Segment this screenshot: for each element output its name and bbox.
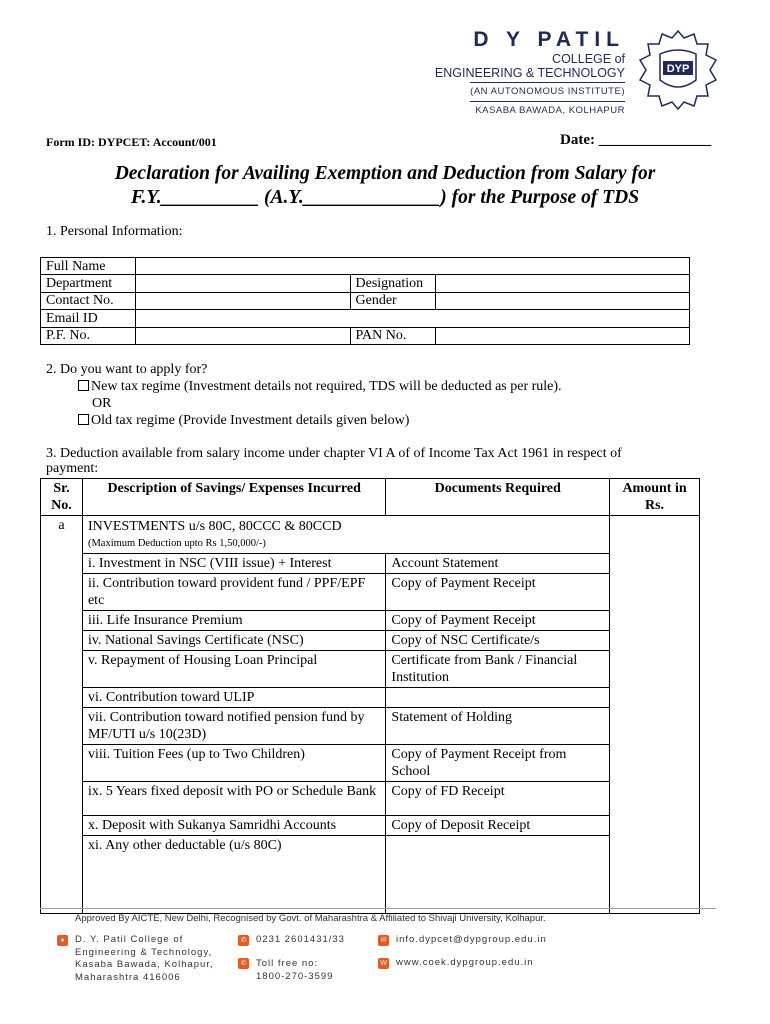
tollfree-number: 1800-270-3599 xyxy=(256,970,334,982)
address-line-4: Maharashtra 416006 xyxy=(75,971,181,983)
email-icon: ✉ xyxy=(378,935,389,946)
crest-text: DYP xyxy=(666,63,690,75)
title-line-2: F.Y.__________ (A.Y.______________) for the Purpose of TDS xyxy=(130,187,640,208)
address-line-1: D. Y. Patil College of xyxy=(75,934,184,945)
row-document: Copy of Payment Receipt xyxy=(386,611,610,631)
row-document: Statement of Holding xyxy=(386,708,610,745)
row-description: v. Repayment of Housing Loan Principal xyxy=(82,651,385,688)
row-description: x. Deposit with Sukanya Samridhi Accounts xyxy=(82,816,385,836)
section-deduction xyxy=(46,446,622,477)
form-title xyxy=(40,162,730,210)
location-icon: ● xyxy=(57,935,68,946)
section-personal-info: 1. Personal Information: xyxy=(46,224,183,239)
table-header-row xyxy=(41,479,700,516)
gender-field[interactable] xyxy=(435,292,690,309)
section-deduction-line-1: 3. Deduction available from salary income under chapter VI A of of Income Tax Act 1961 in respect of xyxy=(46,446,622,461)
date-field[interactable]: Date: _______________ xyxy=(560,132,712,148)
table-row xyxy=(41,327,690,344)
address-line-2: Engineering & Technology, xyxy=(75,946,213,958)
table-row xyxy=(41,782,700,816)
table-row xyxy=(41,688,700,708)
address-line-3: Kasaba Bawada, Kolhapur, xyxy=(75,959,214,970)
row-document: Copy of Deposit Receipt xyxy=(386,816,610,836)
brand-name: D Y PATIL xyxy=(473,28,625,51)
new-regime-label: New tax regime (Investment details not required, TDS will be deducted as per rule). xyxy=(91,379,562,394)
row-description: ii. Contribution toward provident fund / PPF/EPF etc xyxy=(82,574,385,611)
table-row xyxy=(41,554,700,574)
phone-icon: ✆ xyxy=(238,935,249,946)
row-document: Copy of NSC Certificate/s xyxy=(386,631,610,651)
header-description: Description of Savings/ Expenses Incurred xyxy=(82,479,385,516)
table-row xyxy=(41,611,700,631)
row-description: ix. 5 Years fixed deposit with PO or Schedule Bank xyxy=(82,782,385,816)
table-row xyxy=(41,275,690,292)
department-field[interactable] xyxy=(135,275,350,292)
row-description: vi. Contribution toward ULIP xyxy=(82,688,385,708)
label-gender: Gender xyxy=(350,292,435,309)
section-deduction-line-2: payment: xyxy=(46,461,99,476)
row-description: vii. Contribution toward notified pension fund by MF/UTI u/s 10(23D) xyxy=(82,708,385,745)
tollfree-icon: ✆ xyxy=(238,958,249,969)
row-document: Copy of FD Receipt xyxy=(386,782,610,816)
header-amount: Amount in Rs. xyxy=(610,479,700,516)
old-regime-option[interactable] xyxy=(78,413,409,429)
table-row xyxy=(41,651,700,688)
group-title: INVESTMENTS u/s 80C, 80CCC & 80CCD xyxy=(87,519,342,534)
brand-line-college: COLLEGE of xyxy=(552,52,625,66)
row-description: xi. Any other deductable (u/s 80C) xyxy=(82,836,385,914)
group-title-cell xyxy=(82,516,609,554)
row-document: Account Statement xyxy=(386,554,610,574)
table-row xyxy=(41,816,700,836)
row-document xyxy=(386,836,610,914)
row-document: Copy of Payment Receipt xyxy=(386,574,610,611)
row-description: iv. National Savings Certificate (NSC) xyxy=(82,631,385,651)
contact-field[interactable] xyxy=(135,292,350,309)
brand-line-location: KASABA BAWADA, KOLHAPUR xyxy=(475,105,625,116)
header-documents: Documents Required xyxy=(386,479,610,516)
amount-field[interactable] xyxy=(610,516,700,914)
group-note: (Maximum Deduction upto Rs 1,50,000/-) xyxy=(87,538,266,549)
label-email: Email ID xyxy=(41,310,136,327)
brand-line-autonomous: (AN AUTONOMOUS INSTITUTE) xyxy=(470,86,625,97)
table-row xyxy=(41,836,700,914)
table-row xyxy=(41,574,700,611)
pf-field[interactable] xyxy=(135,327,350,344)
header-sr-no: Sr. No. xyxy=(41,479,83,516)
row-description: iii. Life Insurance Premium xyxy=(82,611,385,631)
table-row xyxy=(41,516,700,554)
brand-divider-2 xyxy=(470,101,625,102)
table-row xyxy=(41,631,700,651)
brand-line-engineering: ENGINEERING & TECHNOLOGY xyxy=(434,66,625,80)
old-regime-checkbox[interactable] xyxy=(78,414,89,425)
web-icon: W xyxy=(378,958,389,969)
tollfree-label: Toll free no: xyxy=(256,958,319,969)
email-field[interactable] xyxy=(135,310,689,327)
table-row xyxy=(41,708,700,745)
footer-web[interactable]: www.coek.dypgroup.edu.in xyxy=(396,957,534,968)
label-designation: Designation xyxy=(350,275,435,292)
deduction-table xyxy=(40,478,700,914)
full-name-field[interactable] xyxy=(135,258,689,275)
label-full-name: Full Name xyxy=(41,258,136,275)
row-document: Certificate from Bank / Financial Institution xyxy=(386,651,610,688)
footer-approval-note: Approved By AICTE, New Delhi, Recognised by Govt. of Maharashtra & Affiliated to Shivaji University, Kolhapur. xyxy=(75,913,546,924)
brand-divider xyxy=(470,82,625,83)
personal-info-table xyxy=(40,257,690,345)
new-regime-option[interactable] xyxy=(78,379,562,395)
label-pan: PAN No. xyxy=(350,327,435,344)
form-id: Form ID: DYPCET: Account/001 xyxy=(46,135,217,149)
or-label: OR xyxy=(92,396,112,411)
section-regime: 2. Do you want to apply for? xyxy=(46,362,208,377)
pan-field[interactable] xyxy=(435,327,690,344)
row-description: i. Investment in NSC (VIII issue) + Interest xyxy=(82,554,385,574)
label-contact: Contact No. xyxy=(41,292,136,309)
footer-address xyxy=(75,934,214,984)
new-regime-checkbox[interactable] xyxy=(78,380,89,391)
group-sr: a xyxy=(41,516,83,914)
row-description: viii. Tuition Fees (up to Two Children) xyxy=(82,745,385,782)
row-document xyxy=(386,688,610,708)
label-department: Department xyxy=(41,275,136,292)
table-row xyxy=(41,292,690,309)
label-pf: P.F. No. xyxy=(41,327,136,344)
college-crest-icon xyxy=(636,28,720,112)
designation-field[interactable] xyxy=(435,275,690,292)
old-regime-label: Old tax regime (Provide Investment details given below) xyxy=(91,413,410,428)
table-row xyxy=(41,258,690,275)
footer-phone: 0231 2601431/33 xyxy=(256,934,345,945)
college-brand xyxy=(410,28,625,118)
footer-tollfree xyxy=(256,958,333,983)
table-row xyxy=(41,745,700,782)
title-line-1: Declaration for Availing Exemption and Deduction from Salary for xyxy=(114,163,656,184)
table-row xyxy=(41,310,690,327)
footer-email[interactable]: info.dypcet@dypgroup.edu.in xyxy=(396,934,547,945)
footer-divider xyxy=(40,908,716,909)
row-document: Copy of Payment Receipt from School xyxy=(386,745,610,782)
